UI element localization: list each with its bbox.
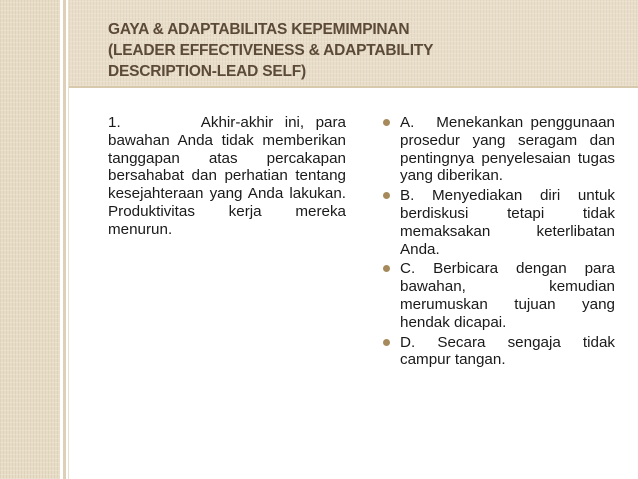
option-text-c: C. Berbicara dengan para bawahan, kemudian merumuskan tujuan yang hendak dicapai. <box>400 260 615 331</box>
bullet-icon <box>383 339 390 346</box>
option-item-b <box>383 187 615 258</box>
slide-title <box>108 19 608 82</box>
decorative-left-line <box>63 0 66 479</box>
options-list <box>383 114 615 371</box>
bullet-icon <box>383 265 390 272</box>
bullet-icon <box>383 192 390 199</box>
slide-title-line-1: GAYA & ADAPTABILITAS KEPEMIMPINAN <box>108 21 410 38</box>
question-column <box>108 114 346 239</box>
option-item-a <box>383 114 615 185</box>
option-item-d <box>383 334 615 370</box>
question-text: 1. Akhir-akhir ini, para bawahan Anda tidak memberikan tanggapan atas percakapan bersahabat dan perhatian tentang kesejahteraan yang Anda lakukan. Produktivitas kerja mereka menurun. <box>108 114 346 238</box>
option-text-d: D. Secara sengaja tidak campur tangan. <box>400 333 615 369</box>
title-divider <box>69 86 638 88</box>
option-text-b: B. Menyediakan diri untuk berdiskusi tetapi tidak memaksakan keterlibatan Anda. <box>400 187 615 258</box>
option-item-c <box>383 260 615 331</box>
slide-title-line-2: (LEADER EFFECTIVENESS & ADAPTABILITY <box>108 42 434 59</box>
bullet-icon <box>383 119 390 126</box>
option-text-a: A. Menekankan penggunaan prosedur yang seragam dan pentingnya penyelesaian tugas yang diberikan. <box>400 114 615 185</box>
decorative-left-band <box>0 0 60 479</box>
slide-title-line-3: DESCRIPTION-LEAD SELF) <box>108 63 306 80</box>
